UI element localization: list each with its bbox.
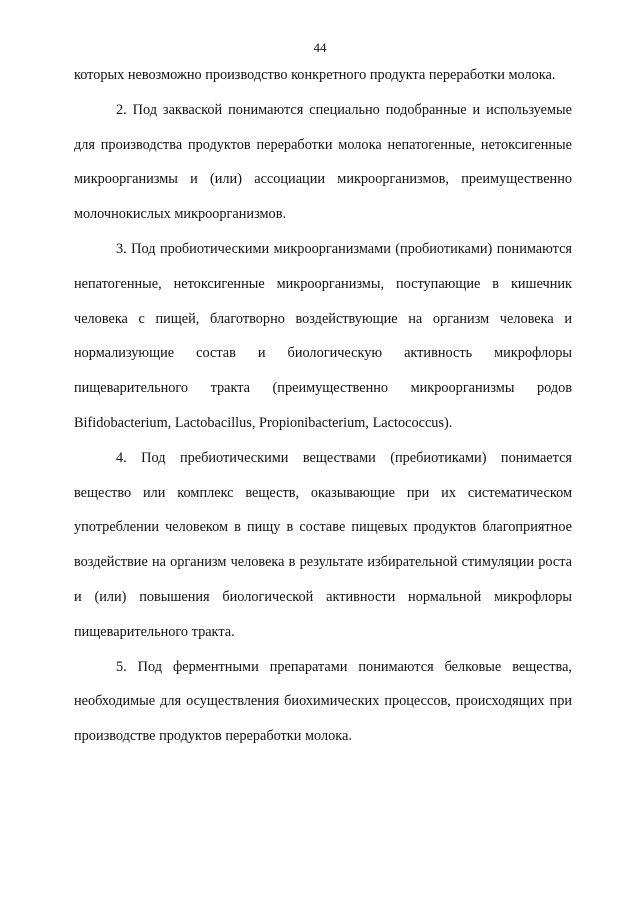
paragraph-2-starter-culture: 2. Под закваской понимаются специально подобранные и используемые для производства продуктов переработки молока непатогенные, нетоксигенные микроорганизмы и (или) ассоциации микроорганизмов, преимущественно молочнокислых микроорганизмов. [74, 101, 572, 223]
document-body [74, 58, 572, 754]
paragraph-4-prebiotics: 4. Под пребиотическими веществами (пребиотиками) понимается вещество или комплекс веществ, оказывающие при их систематическом употреблении человеком в пищу в составе пищевых продуктов благоприятное воздействие на организм человека в результате избирательной стимуляции роста и (или) повышения биологической активности нормальной микрофлоры пищеварительного тракта. [74, 449, 572, 640]
page-number: 44 [313, 40, 327, 55]
paragraph-5-enzyme-preparations: 5. Под ферментными препаратами понимаются белковые вещества, необходимые для осуществления биохимических процессов, происходящих при производстве продуктов переработки молока. [74, 658, 572, 745]
paragraph-3-probiotics: 3. Под пробиотическими микроорганизмами (пробиотиками) понимаются непатогенные, нетоксигенные микроорганизмы, поступающие в кишечник человека с пищей, благотворно воздействующие на организм человека и нормализующие состав и биологическую активность микрофлоры пищеварительного тракта (преимущественно микроорганизмы родов Bifidobacterium, Lactobacillus, Propionibacterium, Lactococcus). [74, 240, 572, 431]
paragraph-continuation: которых невозможно производство конкретного продукта переработки молока. [74, 67, 556, 83]
